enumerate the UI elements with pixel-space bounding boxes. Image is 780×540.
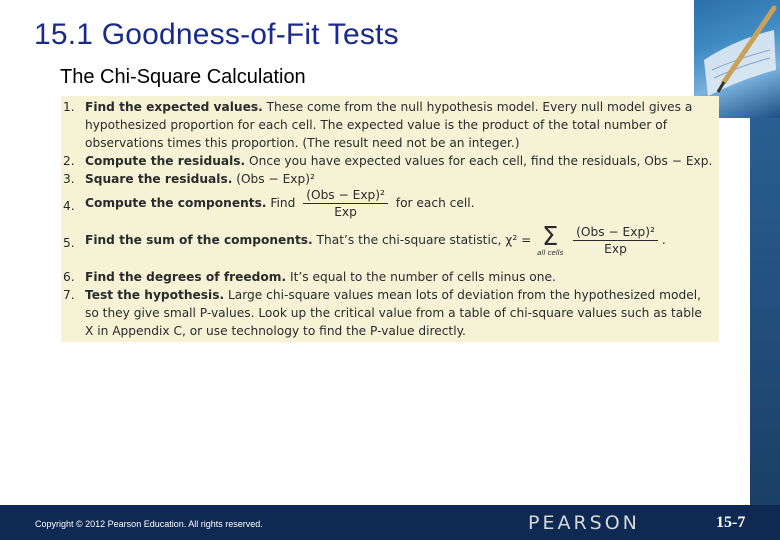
- fraction: [303, 188, 388, 219]
- slide-title: 15.1 Goodness-of-Fit Tests: [34, 18, 399, 51]
- step-text-after: .: [661, 233, 666, 247]
- step-number: 6.: [63, 270, 75, 284]
- page-number: 15-7: [716, 514, 746, 531]
- step-number: 2.: [63, 154, 75, 168]
- fraction-numerator: (Obs − Exp)²: [303, 188, 388, 204]
- step-number: 5.: [63, 236, 75, 250]
- step-text: observations times this proportion. (The result need not be an integer.): [85, 136, 520, 150]
- step-number: 7.: [63, 288, 75, 302]
- step-text: hypothesized proportion for each cell. The expected value is the product of the total number of: [85, 118, 668, 132]
- step-text: so they give small P-values. Look up the critical value from a table of chi-square values such as table: [85, 306, 702, 320]
- step-text: It’s equal to the number of cells minus one.: [286, 270, 556, 284]
- slide-subtitle: The Chi-Square Calculation: [60, 66, 306, 88]
- step-number: 1.: [63, 100, 75, 114]
- step-text: That’s the chi-square statistic, χ² =: [312, 233, 532, 247]
- fraction-numerator: (Obs − Exp)²: [573, 225, 658, 241]
- fraction: [573, 225, 658, 256]
- steps-box: [61, 96, 719, 342]
- step-number: 3.: [63, 172, 75, 186]
- step-heading: Compute the residuals.: [85, 154, 246, 168]
- step-text: Find: [266, 196, 296, 210]
- footer-bar: [0, 505, 780, 540]
- step-text: Large chi-square values mean lots of deviation from the hypothesized model,: [224, 288, 701, 302]
- step-heading: Find the sum of the components.: [85, 233, 313, 247]
- step-text-after: for each cell.: [395, 196, 475, 210]
- step-heading: Find the expected values.: [85, 100, 263, 114]
- step-heading: Square the residuals.: [85, 172, 233, 186]
- step-heading: Test the hypothesis.: [85, 288, 225, 302]
- step-heading: Compute the components.: [85, 196, 267, 210]
- summation-symbol: Σ all cells: [537, 222, 564, 257]
- step-text: X in Appendix C, or use technology to find the P-value directly.: [85, 324, 466, 338]
- fraction-denominator: Exp: [334, 205, 357, 219]
- decorative-sidebar: [750, 118, 780, 505]
- step-text: Once you have expected values for each cell, find the residuals, Obs − Exp.: [245, 154, 713, 168]
- copyright-text: Copyright © 2012 Pearson Education. All rights reserved.: [35, 519, 263, 529]
- step-heading: Find the degrees of freedom.: [85, 270, 287, 284]
- step-text: (Obs − Exp)²: [232, 172, 315, 186]
- step-text: These come from the null hypothesis model. Every null model gives a: [262, 100, 693, 114]
- fraction-denominator: Exp: [604, 242, 627, 256]
- step-number: 4.: [63, 199, 75, 213]
- pearson-logo: PEARSON: [528, 512, 640, 534]
